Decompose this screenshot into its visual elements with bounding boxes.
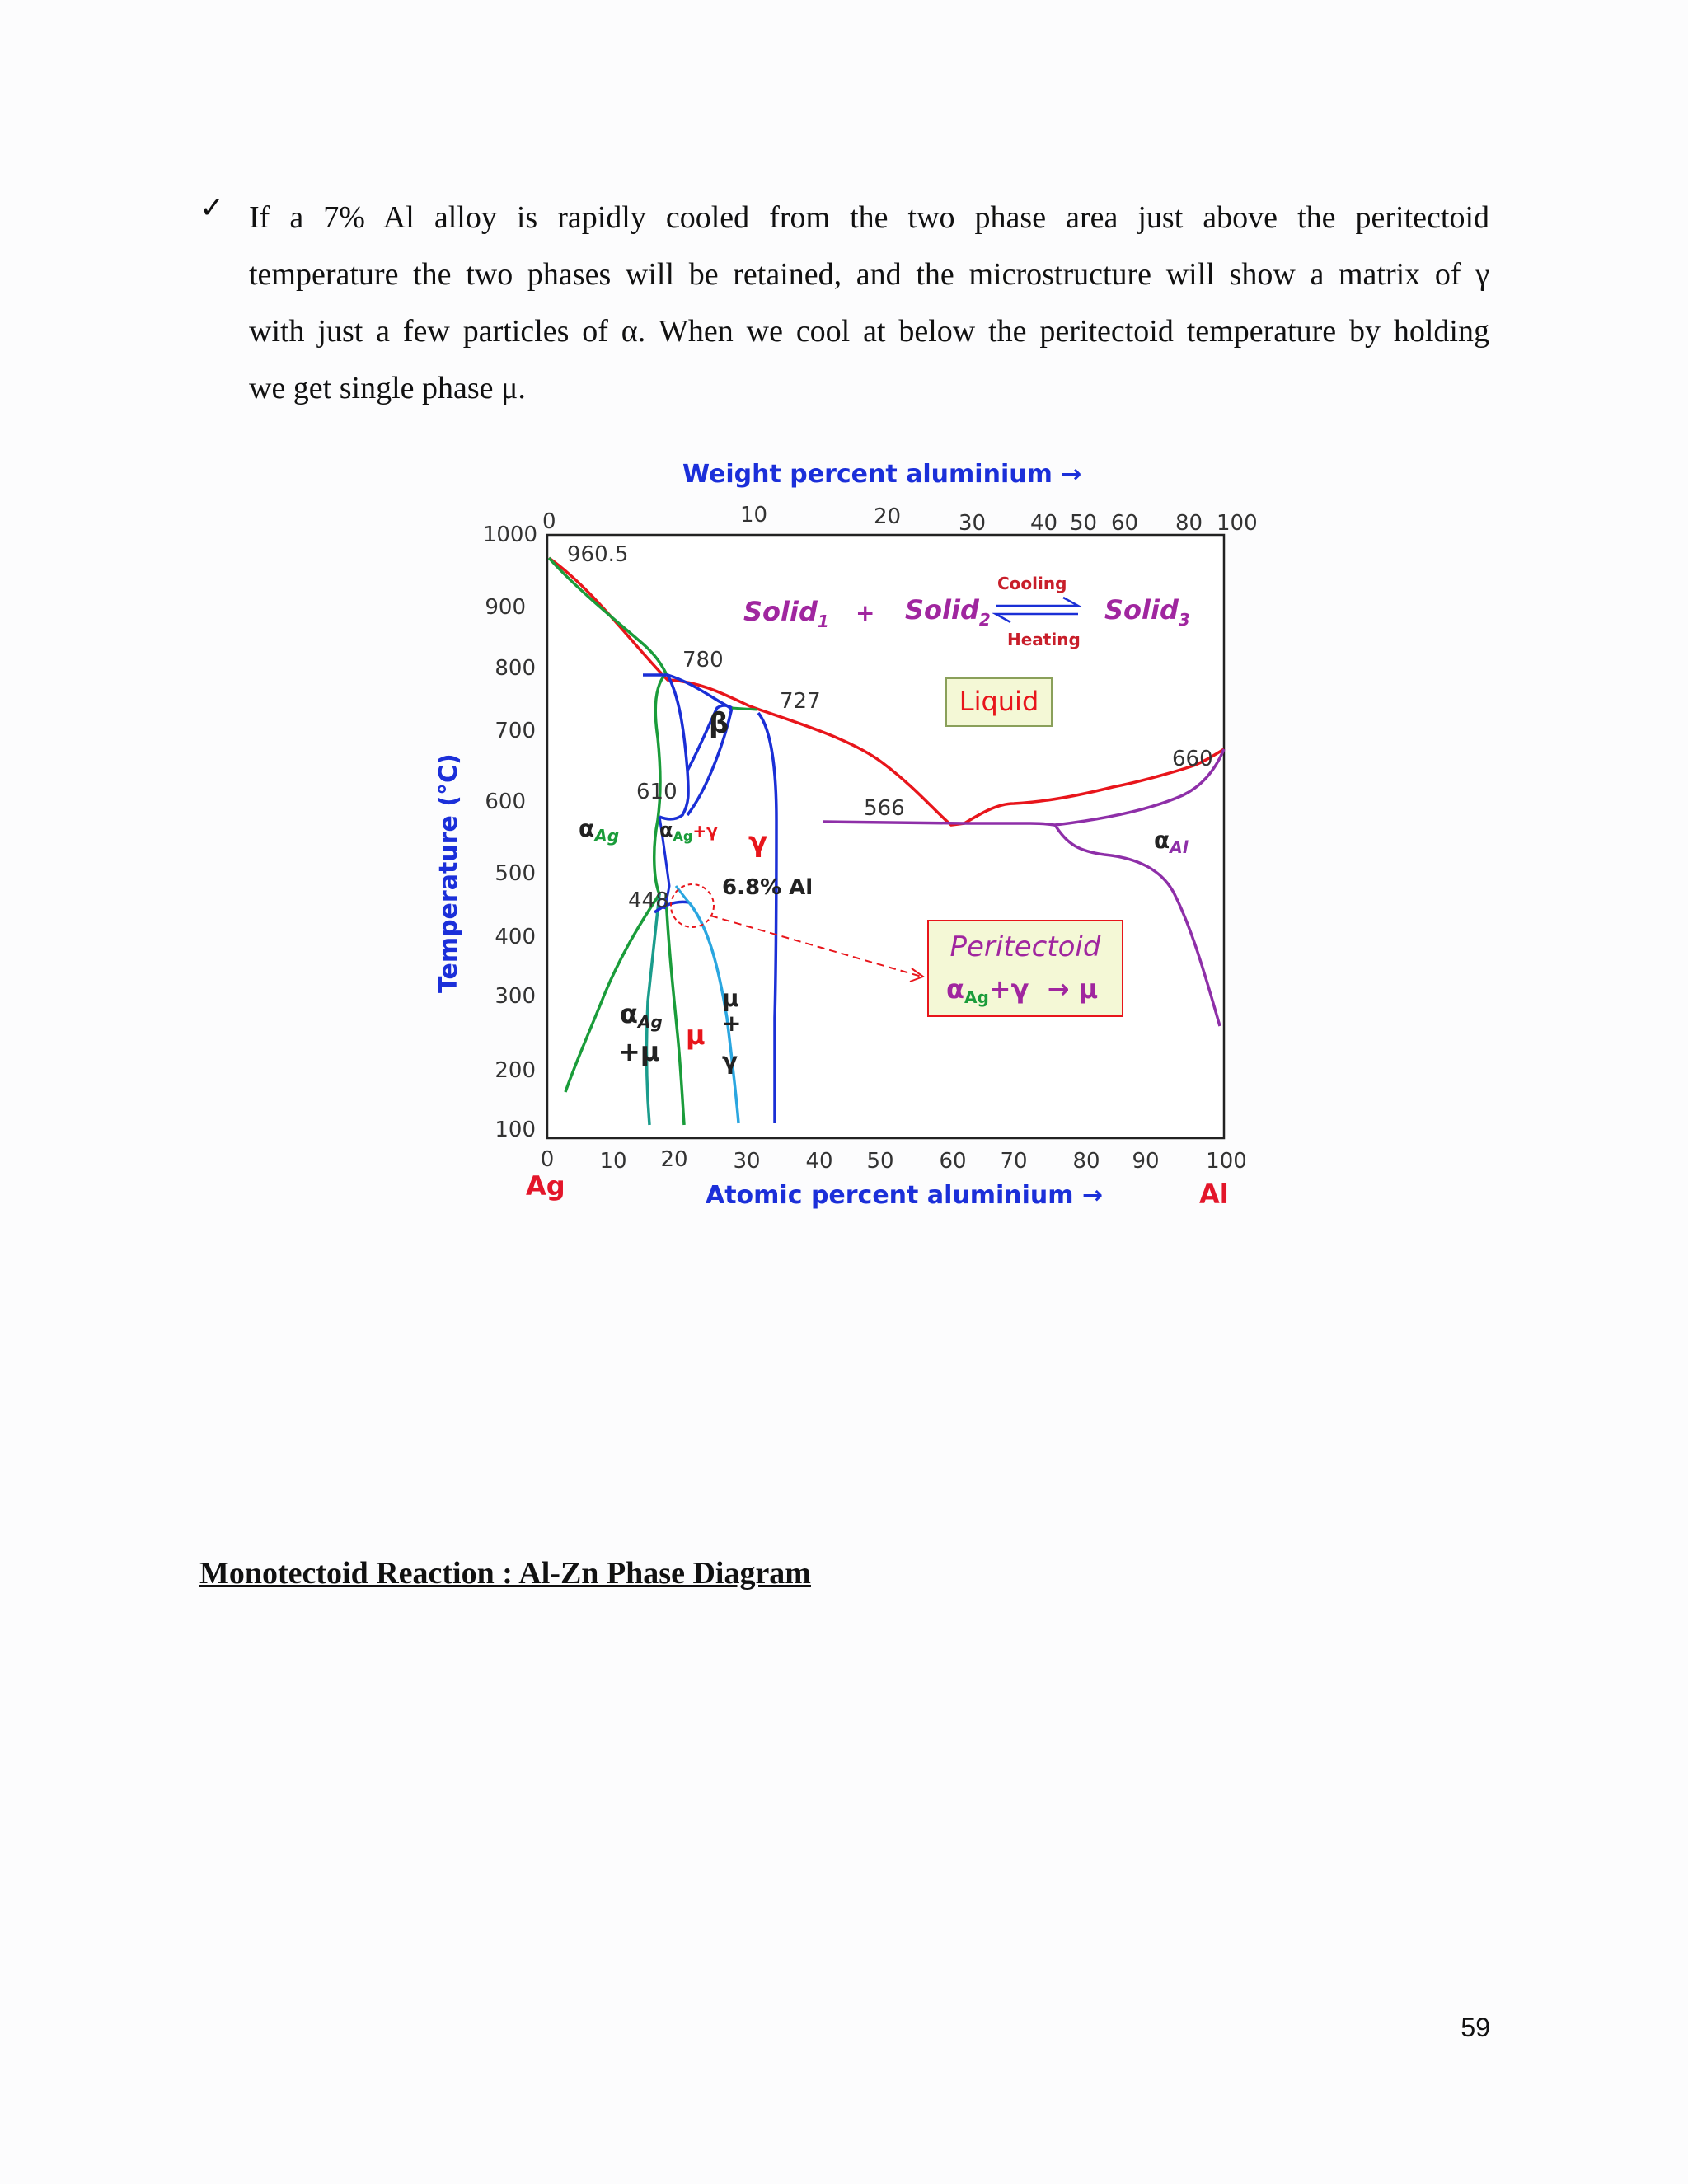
top-tick: 80 [1175, 511, 1203, 536]
temp-label: 960.5 [567, 542, 629, 567]
y-tick: 200 [495, 1058, 536, 1083]
temp-label: 448 [628, 888, 669, 913]
bottom-axis-label: Atomic percent aluminium → [706, 1181, 1104, 1210]
y-tick: 300 [495, 984, 536, 1009]
cooling-label: Cooling [997, 574, 1067, 593]
peritectoid-title: Peritectoid [950, 930, 1101, 963]
top-tick: 40 [1030, 511, 1058, 536]
beta-phase-label: β [709, 707, 729, 740]
ag-al-phase-diagram [420, 457, 1294, 1216]
bottom-tick: 0 [540, 1147, 555, 1172]
alpha-mu-label: αAg [620, 998, 663, 1032]
top-tick: 10 [740, 503, 768, 527]
paragraph-line: we get single phase μ. [249, 371, 526, 405]
mu-gamma-label-plus: + [722, 1010, 742, 1037]
bottom-tick: 30 [733, 1149, 761, 1174]
bottom-tick: 80 [1072, 1149, 1100, 1174]
bottom-tick: 100 [1206, 1149, 1247, 1174]
top-tick: 30 [959, 511, 987, 536]
y-tick: 100 [495, 1118, 536, 1142]
y-tick: 900 [485, 595, 526, 620]
paragraph-line: If a 7% Al alloy is rapidly cooled from the two phase area just above the peritectoid [249, 200, 1489, 235]
top-tick: 50 [1070, 511, 1098, 536]
mu-phase-label: μ [686, 1019, 706, 1051]
page-number: 59 [1461, 2013, 1490, 2042]
y-tick: 1000 [482, 523, 537, 547]
paragraph-line: with just a few particles of α. When we cool at below the peritectoid temperature by holding [249, 314, 1489, 349]
gamma-phase-label: γ [748, 826, 768, 859]
y-axis-label: Temperature (°C) [434, 753, 463, 993]
paragraph-line: temperature the two phases will be retained, and the microstructure will show a matrix of γ [249, 257, 1489, 292]
top-tick: 0 [542, 509, 556, 534]
composition-label: 6.8% Al [722, 875, 814, 900]
paragraph-text [249, 190, 1489, 417]
y-tick: 500 [495, 861, 536, 886]
reaction-plus: + [856, 599, 875, 626]
heating-label: Heating [1007, 630, 1081, 649]
top-tick: 60 [1111, 511, 1139, 536]
alpha-al-label: $\alpha_{Al}$ [1154, 827, 1189, 857]
left-element-label: Ag [526, 1170, 565, 1202]
temp-label: 566 [864, 796, 905, 821]
reaction-solid3: Solid$_3$ [1104, 594, 1190, 630]
bottom-tick: 10 [599, 1149, 627, 1174]
top-tick: 20 [874, 504, 902, 529]
mu-gamma-label-bottom: γ [722, 1047, 738, 1075]
peritectoid-equation: αAg+γ → μ [946, 973, 1099, 1007]
y-tick: 600 [485, 790, 526, 814]
beta-tie-line [732, 708, 757, 710]
top-tick: 100 [1217, 511, 1258, 536]
y-tick: 800 [495, 656, 536, 681]
bottom-tick: 50 [866, 1149, 894, 1174]
y-tick: 700 [495, 719, 536, 743]
mu-gamma-label-top: μ [722, 985, 739, 1012]
bottom-tick: 40 [805, 1149, 833, 1174]
y-tick: 400 [495, 925, 536, 949]
bottom-tick: 90 [1132, 1149, 1160, 1174]
bullet-paragraph [199, 190, 1489, 417]
reaction-solid1: Solid$_1$ [743, 596, 829, 631]
temp-label: 727 [780, 689, 821, 714]
temp-label: 660 [1172, 747, 1213, 771]
alpha-ag-gamma-label: $\alpha_{Ag}^{+\gamma}$ [659, 818, 718, 844]
bottom-tick: 70 [1000, 1149, 1028, 1174]
alpha-ag-label: $\alpha_{Ag}$ [579, 815, 620, 846]
right-element-label: Al [1199, 1179, 1229, 1210]
reaction-solid2: Solid$_2$ [905, 594, 991, 630]
liquid-label: Liquid [959, 686, 1039, 717]
temp-label: 610 [636, 780, 678, 804]
bottom-tick: 20 [660, 1147, 688, 1172]
section-heading: Monotectoid Reaction : Al-Zn Phase Diagram [199, 1556, 811, 1591]
temp-label: 780 [682, 648, 724, 673]
alpha-mu-tail: +μ [618, 1036, 660, 1067]
bottom-tick: 60 [939, 1149, 967, 1174]
top-axis-label: Weight percent aluminium → [682, 460, 1082, 489]
check-icon: ✓ [199, 191, 225, 225]
